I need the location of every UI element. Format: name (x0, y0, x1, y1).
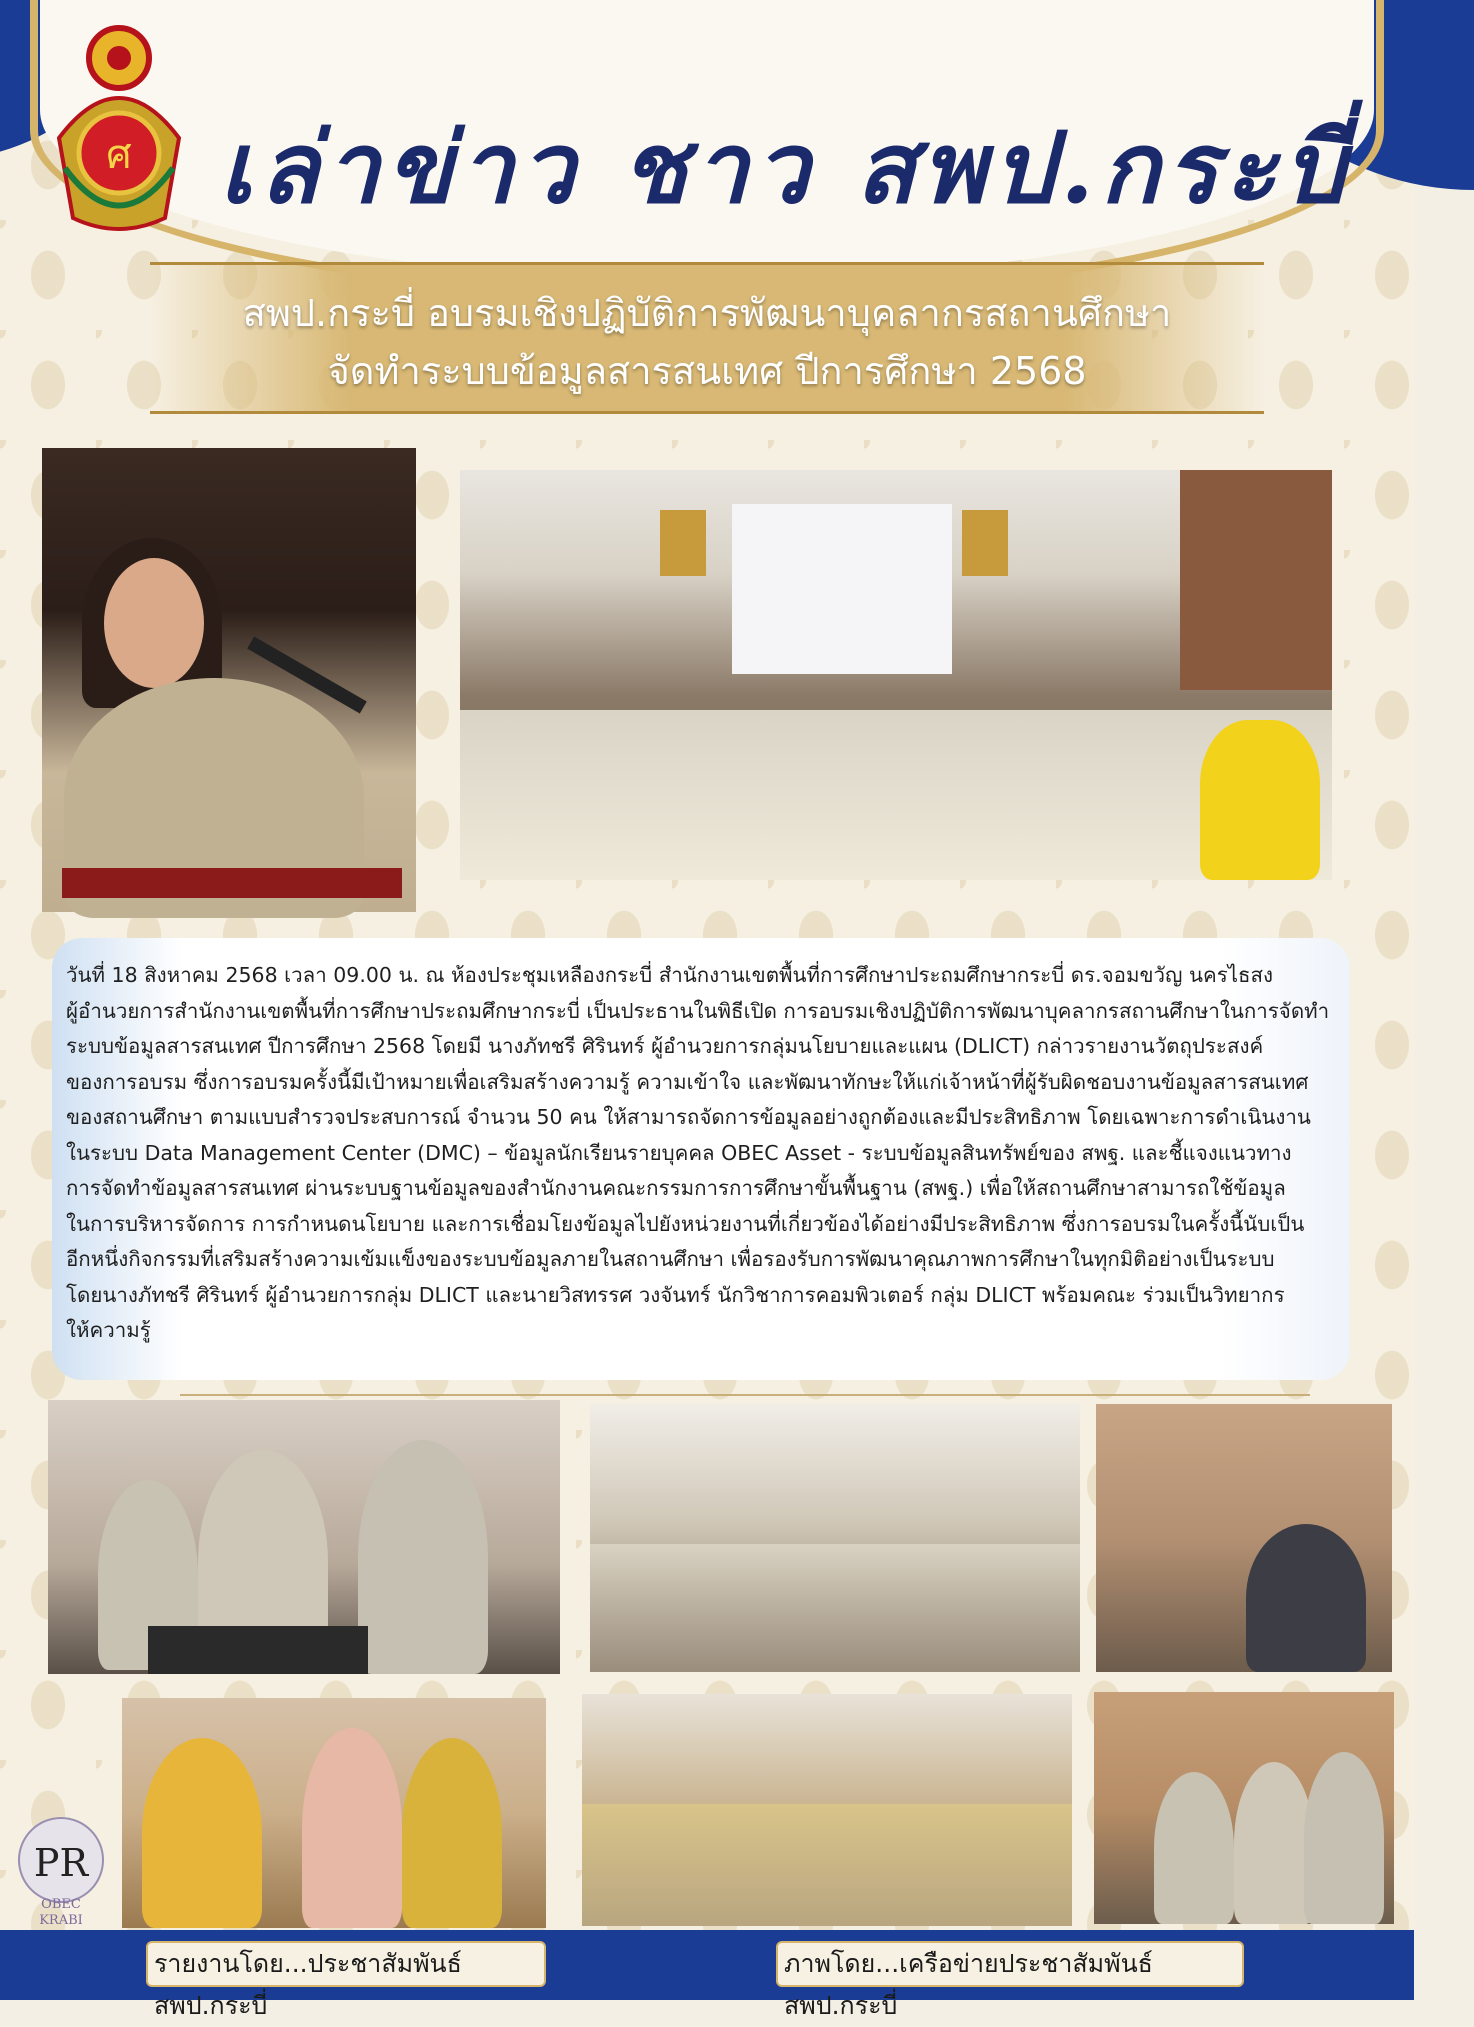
podium (148, 1626, 368, 1674)
article-line: ผู้อำนวยการสำนักงานเขตพื้นที่การศึกษาประถมศึกษากระบี่ เป็นประธานในพิธีเปิด การอบรมเชิงปฏิบัติการพัฒนาบุคลากรสถานศึกษาในการจัดทำ (66, 998, 1330, 1023)
portrait-frame-left (660, 510, 706, 576)
person (402, 1738, 502, 1928)
section-divider (180, 1394, 1310, 1396)
chairperson-face (104, 558, 204, 688)
banner-top-line (150, 262, 1264, 265)
participant-yellow-shirt (1200, 720, 1320, 880)
pr-obec-krabi-logo (18, 1810, 104, 1928)
article-line: ให้ความรู้ (66, 1318, 151, 1342)
person (1154, 1772, 1234, 1924)
report-by-credit: รายงานโดย...ประชาสัมพันธ์ สพป.กระบี่ (146, 1941, 546, 1987)
portrait-frame-right (962, 510, 1008, 576)
red-folder (62, 868, 402, 898)
photo-speakers (48, 1400, 560, 1674)
article-line: โดยนางภัทชรี ศิรินทร์ ผู้อำนวยการกลุ่ม DLICT และนายวิสทรรศ วงจันทร์ นักวิชาการคอมพิวเตอร์ กลุ่ม DLICT พร้อมคณะ ร่วมเป็นวิทยากร (66, 1282, 1285, 1307)
article-line: ในระบบ Data Management Center (DMC) – ข้อมูลนักเรียนรายบุคคล OBEC Asset - ระบบข้อมูลสินทรัพย์ของ สพฐ. และชี้แจงแนวทาง (66, 1140, 1292, 1165)
photo-by-credit: ภาพโดย...เครือข่ายประชาสัมพันธ์ สพป.กระบี่ (776, 1941, 1244, 1987)
curtain (1180, 470, 1332, 690)
photo-participants-4 (582, 1694, 1072, 1926)
newsletter-title: เล่าข่าว ชาว สพป.กระบี่ (219, 111, 1351, 226)
article-line: ระบบข้อมูลสารสนเทศ ปีการศึกษา 2568 โดยมี นางภัทชรี ศิรินทร์ ผู้อำนวยการกลุ่มนโยบายและแผน (DLICT) กล่าวรายงานวัตถุประสงค์ (66, 1034, 1264, 1058)
photo-participants-5 (1094, 1692, 1394, 1924)
person (302, 1728, 402, 1928)
pr-logo-letters: PR (33, 1841, 89, 1885)
person (1234, 1762, 1314, 1924)
article-body (66, 958, 1336, 1349)
headline-banner (150, 262, 1264, 414)
pr-logo-obec: OBEC (41, 1897, 81, 1912)
obec-emblem-icon (45, 18, 193, 244)
participants-row (590, 1544, 1080, 1672)
photo-training-room (460, 470, 1332, 880)
article-line: ของการอบรม ซึ่งการอบรมครั้งนี้มีเป้าหมายเพื่อเสริมสร้างความรู้ ความเข้าใจ และพัฒนาทักษะให้แก่เจ้าหน้าที่ผู้รับผิดชอบงานข้อมูลสารสนเทศ (66, 1069, 1309, 1094)
headline-line-2: จัดทำระบบข้อมูลสารสนเทศ ปีการศึกษา 2568 (327, 349, 1087, 393)
pr-logo-krabi: KRABI (39, 1913, 83, 1928)
person (358, 1440, 488, 1674)
article-line: ในการบริหารจัดการ การกำหนดนโยบาย และการเชื่อมโยงข้อมูลไปยังหน่วยงานที่เกี่ยวข้องได้อย่างมีประสิทธิภาพ ซึ่งการอบรมในครั้งนี้นับเป็น (66, 1211, 1305, 1236)
article-line: อีกหนึ่งกิจกรรมที่เสริมสร้างความเข้มแข็งของระบบข้อมูลภายในสถานศึกษา เพื่อรองรับการพัฒนาคุณภาพการศึกษาในทุกมิติอย่างเป็นระบบ (66, 1247, 1275, 1271)
headline-line-1: สพป.กระบี่ อบรมเชิงปฏิบัติการพัฒนาบุคลากรสถานศึกษา (242, 291, 1172, 335)
article-line: วันที่ 18 สิงหาคม 2568 เวลา 09.00 น. ณ ห้องประชุมเหลืองกระบี่ สำนักงานเขตพื้นที่การศึกษาประถมศึกษากระบี่ ดร.จอมขวัญ นครไธสง (66, 963, 1274, 987)
person (1304, 1752, 1384, 1924)
projection-screen (732, 504, 952, 674)
article-line: การจัดทำข้อมูลสารสนเทศ ผ่านระบบฐานข้อมูลของสำนักงานคณะกรรมการการศึกษาขั้นพื้นฐาน (สพฐ.) เพื่อให้สถานศึกษาสามารถใช้ข้อมูล (66, 1176, 1286, 1200)
article-line: ของสถานศึกษา ตามแบบสำรวจประสบการณ์ จำนวน 50 คน ให้สามารถจัดการข้อมูลอย่างถูกต้องและมีประสิทธิภาพ โดยเฉพาะการดำเนินงาน (66, 1105, 1311, 1129)
participants-row (582, 1804, 1072, 1926)
photo-participants-1 (590, 1404, 1080, 1672)
svg-text:ศ: ศ (106, 132, 132, 178)
banner-bottom-line (150, 411, 1264, 414)
person (1246, 1524, 1366, 1672)
photo-participants-3 (122, 1698, 546, 1928)
photo-chairperson (42, 448, 416, 912)
photo-participants-2 (1096, 1404, 1392, 1672)
person (142, 1738, 262, 1928)
